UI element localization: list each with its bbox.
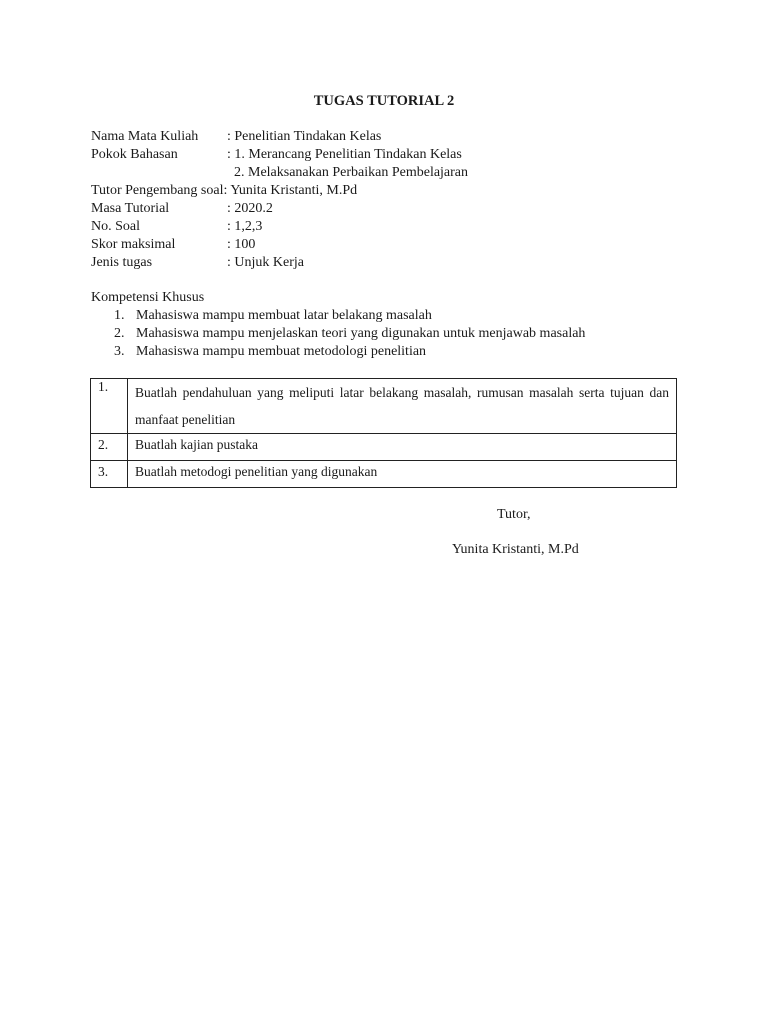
table-row — [91, 434, 677, 461]
task-description: Buatlah pendahuluan yang meliputi latar belakang masalah, rumusan masalah serta tujuan dan manfaat penelitian — [128, 379, 677, 434]
info-row-soal — [91, 218, 691, 236]
skor-label: Skor maksimal — [91, 237, 176, 252]
info-row-skor — [91, 236, 691, 254]
task-description: Buatlah metodogi penelitian yang digunakan — [128, 461, 677, 488]
mata-kuliah-value: : Penelitian Tindakan Kelas — [227, 129, 382, 144]
info-row-jenis — [91, 254, 691, 272]
task-description: Buatlah kajian pustaka — [128, 434, 677, 461]
mata-kuliah-label: Nama Mata Kuliah — [91, 129, 199, 144]
masa-tutorial-value: : 2020.2 — [227, 201, 273, 216]
info-row-mata-kuliah — [91, 128, 691, 146]
tutor-pengembang-line: Tutor Pengembang soal: Yunita Kristanti, M.Pd — [91, 183, 358, 198]
no-soal-label: No. Soal — [91, 219, 140, 234]
kompetensi-item-number: 3. — [114, 344, 125, 359]
signature-name: Yunita Kristanti, M.Pd — [452, 542, 579, 557]
info-row-pokok-bahasan — [91, 146, 691, 164]
info-row-pokok-bahasan-2 — [91, 164, 691, 182]
signature-label: Tutor, — [497, 507, 531, 522]
jenis-tugas-label: Jenis tugas — [91, 255, 153, 270]
kompetensi-item-number: 1. — [114, 308, 125, 323]
kompetensi-item-text: Mahasiswa mampu menjelaskan teori yang digunakan untuk menjawab masalah — [136, 326, 586, 341]
kompetensi-item-text: Mahasiswa mampu membuat latar belakang masalah — [136, 308, 432, 323]
pokok-bahasan-value-2: 2. Melaksanakan Perbaikan Pembelajaran — [234, 165, 469, 180]
kompetensi-item — [91, 307, 691, 325]
document-title: TUGAS TUTORIAL 2 — [313, 93, 455, 109]
info-row-masa — [91, 200, 691, 218]
course-info — [91, 128, 691, 272]
pokok-bahasan-label: Pokok Bahasan — [91, 147, 178, 162]
kompetensi-item-number: 2. — [114, 326, 125, 341]
info-row-tutor — [91, 182, 691, 200]
kompetensi-heading: Kompetensi Khusus — [91, 290, 205, 305]
pokok-bahasan-value-1: : 1. Merancang Penelitian Tindakan Kelas — [227, 147, 462, 162]
table-row — [91, 461, 677, 488]
no-soal-value: : 1,2,3 — [227, 219, 263, 234]
masa-tutorial-label: Masa Tutorial — [91, 201, 170, 216]
kompetensi-item — [91, 343, 691, 361]
table-row — [91, 379, 677, 434]
task-number: 2. — [91, 434, 128, 461]
task-number: 3. — [91, 461, 128, 488]
kompetensi-item — [91, 325, 691, 343]
jenis-tugas-value: : Unjuk Kerja — [227, 255, 304, 270]
kompetensi-section — [91, 289, 691, 361]
skor-value: : 100 — [227, 237, 256, 252]
task-number: 1. — [91, 379, 128, 434]
tasks-table — [90, 378, 677, 488]
kompetensi-item-text: Mahasiswa mampu membuat metodologi penelitian — [136, 344, 427, 359]
